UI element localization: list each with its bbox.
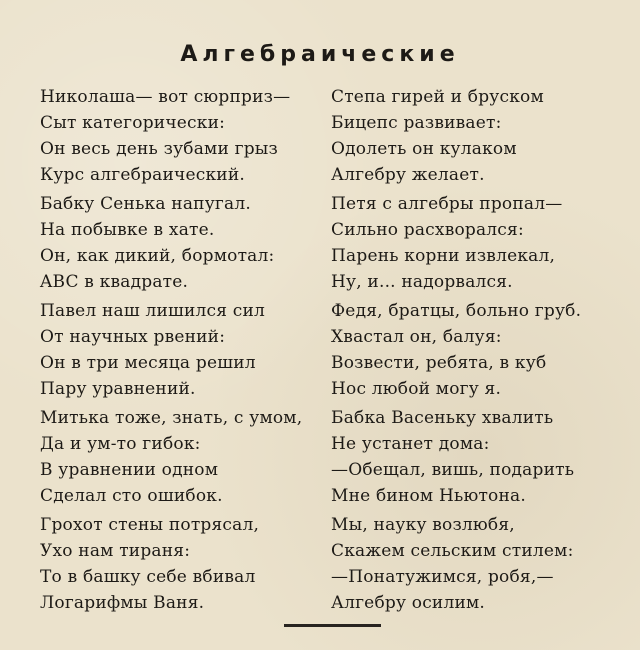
poem-line: От научных рвений: [40, 327, 226, 347]
poem-line: Нос любой могу я. [331, 379, 502, 399]
poem-line: Он весь день зубами грыз [40, 139, 278, 159]
stanza-left-5 [40, 512, 310, 619]
poem-line: Бабку Сенька напугал. [40, 194, 251, 214]
stanza-left-1 [40, 84, 310, 191]
poem-line: Не устанет дома: [331, 434, 490, 454]
stanza-left-4 [40, 405, 310, 512]
stanza-right-2 [331, 191, 606, 298]
stanza-left-2 [40, 191, 310, 298]
stanza-left-3 [40, 298, 310, 405]
poem-line: В уравнении одном [40, 460, 219, 480]
poem-line: Логарифмы Ваня. [40, 593, 205, 613]
poem-line: Алгебру желает. [331, 165, 485, 185]
poem-line: Парень корни извлекал, [331, 246, 556, 266]
poem-line: —Понатужимся, робя,— [331, 567, 554, 587]
poem-line: Одолеть он кулаком [331, 139, 517, 159]
stanza-right-5 [331, 512, 606, 619]
poem-line: Мы, науку возлюбя, [331, 515, 515, 535]
poem-line: Да и ум-то гибок: [40, 434, 201, 454]
poem-line: Хвастал он, балуя: [331, 327, 502, 347]
closing-rule [284, 624, 381, 627]
stanza-right-3 [331, 298, 606, 405]
poem-line: Бицепс развивает: [331, 113, 502, 133]
poem-line: То в башку себе вбивал [40, 567, 256, 587]
right-column [331, 84, 606, 619]
poem-line: Митька тоже, знать, с умом, [40, 408, 303, 428]
poem-line: Сыт категорически: [40, 113, 226, 133]
left-column [40, 84, 310, 619]
poem-line: Курс алгебраический. [40, 165, 245, 185]
poem-line: —Обещал, вишь, подарить [331, 460, 575, 480]
poem-line: ABC в квадрате. [40, 272, 189, 292]
poem-line: Федя, братцы, больно груб. [331, 301, 582, 321]
poem-line: Грохот стены потрясал, [40, 515, 260, 535]
poem-line: Алгебру осилим. [331, 593, 486, 613]
poem-line: Он в три месяца решил [40, 353, 256, 373]
stanza-right-4 [331, 405, 606, 512]
stanza-right-1 [331, 84, 606, 191]
poem-line: Сильно расхворался: [331, 220, 524, 240]
poem-line: Ну, и... надорвался. [331, 272, 513, 292]
poem-line: На побывке в хате. [40, 220, 215, 240]
poem-line: Степа гирей и бруском [331, 87, 544, 107]
poem-line: Павел наш лишился сил [40, 301, 266, 321]
poem-line: Пару уравнений. [40, 379, 196, 399]
poem-line: Николаша— вот сюрприз— [40, 87, 291, 107]
poem-line: Ухо нам тираня: [40, 541, 191, 561]
poem-line: Петя с алгебры пропал— [331, 194, 563, 214]
poem-line: Мне бином Ньютона. [331, 486, 526, 506]
poem-line: Скажем сельским стилем: [331, 541, 574, 561]
poem-title: Алгебраические [180, 42, 460, 67]
poem-line: Сделал сто ошибок. [40, 486, 223, 506]
poem-line: Возвести, ребята, в куб [331, 353, 547, 373]
poem-line: Он, как дикий, бормотал: [40, 246, 275, 266]
poem-line: Бабка Васеньку хвалить [331, 408, 554, 428]
